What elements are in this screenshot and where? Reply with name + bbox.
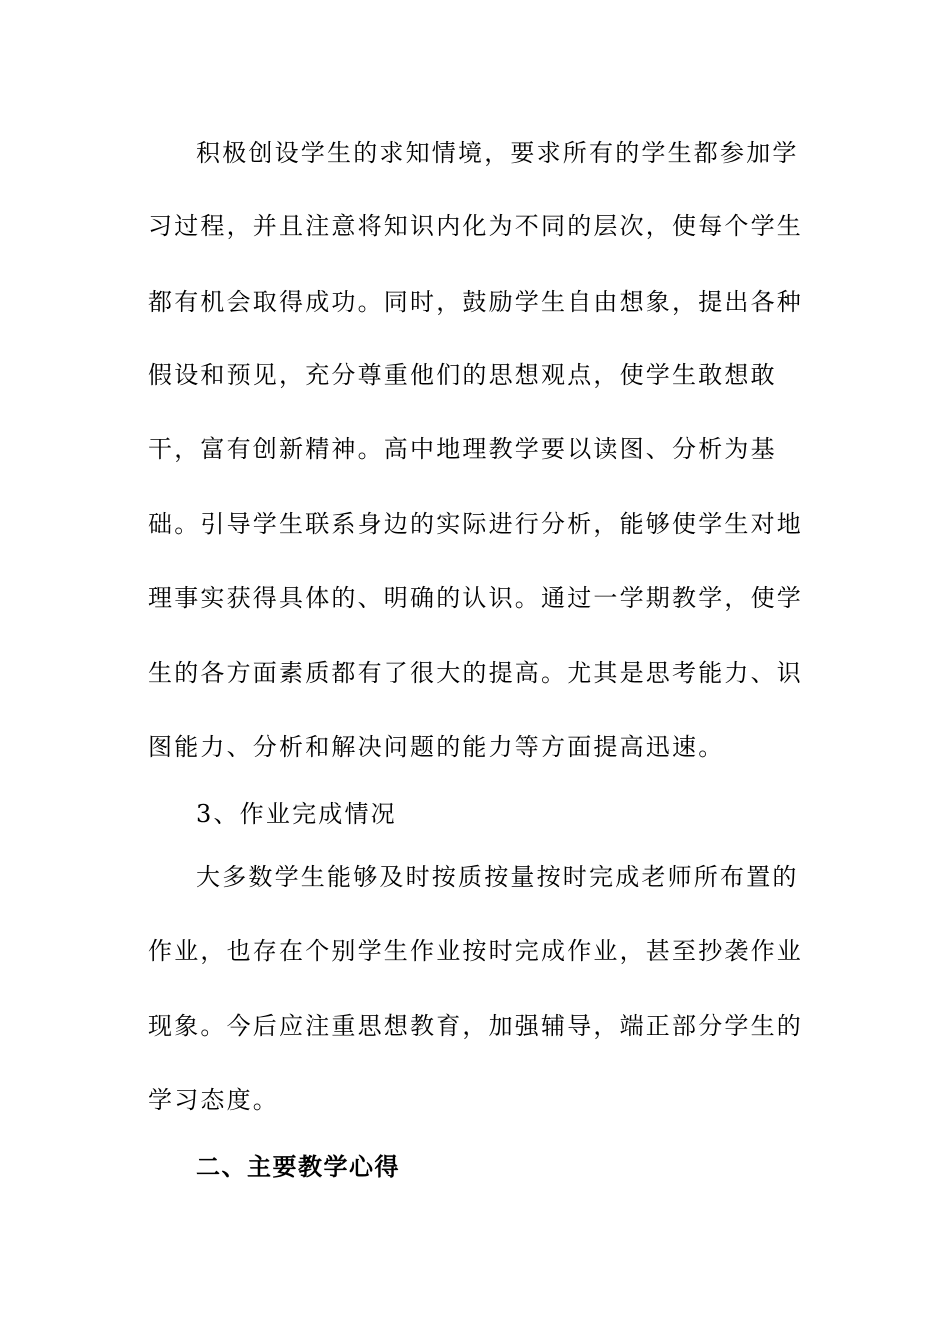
paragraph-line: 大多数学生能够及时按质按量按时完成老师所布置的: [196, 863, 799, 891]
paragraph-line: 干，富有创新精神。高中地理教学要以读图、分析为基: [148, 435, 777, 463]
paragraph-line: 理事实获得具体的、明确的认识。通过一学期教学，使学: [148, 584, 803, 612]
paragraph-line: 生的各方面素质都有了很大的提高。尤其是思考能力、识: [148, 659, 803, 687]
paragraph-line: 假设和预见，充分尊重他们的思想观点，使学生敢想敢: [148, 361, 777, 389]
subheading-homework: 3、作业完成情况: [196, 800, 397, 828]
paragraph-line: 现象。今后应注重思想教育，加强辅导，端正部分学生的: [148, 1012, 803, 1040]
paragraph-line: 习过程，并且注意将知识内化为不同的层次，使每个学生: [148, 212, 803, 240]
paragraph-line: 学习态度。: [148, 1086, 279, 1114]
section-heading: 二、主要教学心得: [196, 1152, 400, 1181]
paragraph-line: 都有机会取得成功。同时，鼓励学生自由想象，提出各种: [148, 288, 803, 316]
paragraph-line: 图能力、分析和解决问题的能力等方面提高迅速。: [148, 733, 725, 761]
paragraph-line: 础。引导学生联系身边的实际进行分析，能够使学生对地: [148, 510, 803, 538]
paragraph-line: 作业，也存在个别学生作业按时完成作业，甚至抄袭作业: [148, 937, 803, 965]
paragraph-line: 积极创设学生的求知情境，要求所有的学生都参加学: [196, 139, 799, 167]
